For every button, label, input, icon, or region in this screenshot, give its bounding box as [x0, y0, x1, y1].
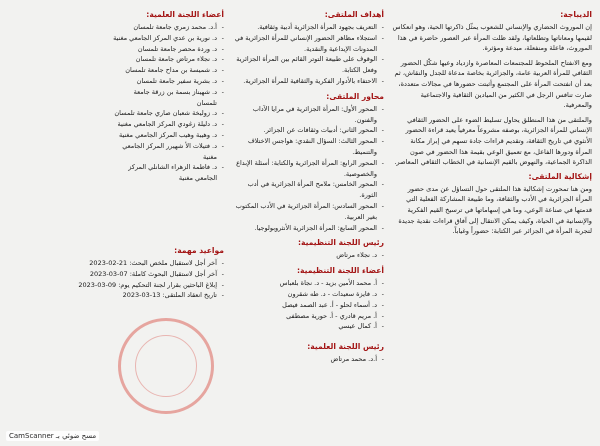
list-item: - المحور السابع: المرأة الجزائرية الأنثروبولوجيا.: [232, 223, 384, 234]
preamble-paragraph: ومع الانفتاح الملحوظ للمجتمعات المعاصرة وازدياد وعيها شكّل الحضور الثقافي للمرأة العربية عامة، والجزائرية بخاصة مدعاة للجدل والنقاش، ثم بعد أن انفتحت المرأة على المجتمع وأثبتت حضورها في مجالات متعددة، صارت تنافس الرجل في الكثير من الميادين الثقافية والاجتماعية والمعرفية.: [394, 58, 592, 110]
list-item: - آخر أجل لاستقبال البحوث كاملة: 07-03-2023: [10, 269, 224, 280]
list-item: - المحور الخامس: ملامح المرأة الجزائرية في أدب الثورة.: [232, 179, 384, 201]
dates-list: [10, 258, 224, 301]
org-head-list: [232, 250, 384, 261]
preamble-paragraph: والملتقى من هذا المنطلق يحاول تسليط الضوء على الحضور الثقافي الإنساني للمرأة الجزائرية، بوصفه مشروعاً معرفياً يعيد قراءة الحضور الأنثوي في تاريخ الثقافة، وتقديم قراءات جادة تسهم في إبراز مكانة المرأة ودورها الفاعل، مع تعميق الوعي بقيمة هذا الحضور في صون الذاكرة الجماعية، والنهوض بالقيم الإنسانية في الخطاب الثقافي المعاصر.: [394, 115, 592, 167]
list-item: - المحور السادس: المرأة الجزائرية في الأدب المكتوب بغير العربية.: [232, 201, 384, 223]
problem-paragraph: ومن هنا تمحورت إشكالية هذا الملتقى حول التساؤل عن مدى حضور المرأة الجزائرية في الأدب والثقافة، وما طبيعة المشاركة الفعلية التي قدمتها في صناعة الوعي، وما هي إسهاماتها في ترسيخ القيم الفكرية والإنسانية في الحياة، وكيف يمكن الانتقال إلى آفاق قراءات نقدية جديدة لتجربة المرأة في الجزائر عبر الكتابة: حضوراً وغياباً.: [398, 184, 592, 236]
axes-title: محاور الملتقى:: [326, 91, 384, 101]
list-item: - د. أسماء لحلو - أ. عبد الصمد فيصل: [232, 300, 384, 311]
list-item: - آخر أجل لاستقبال ملخص البحث: 21-02-2023: [10, 258, 224, 269]
list-item: - د. بشرية سفير جامعة تلمسان: [112, 76, 224, 87]
list-item: - د. فاطمة الزهراء الشانلي المركز الجامعي مغنية: [112, 162, 224, 184]
list-item: - إبلاغ الباحثين بقرار لجنة التحكيم يوم: 09-03-2023: [10, 280, 224, 291]
list-item: - تاريخ انعقاد الملتقى: 13-03-2023: [10, 290, 224, 301]
list-item: - أ. محمد الأمين بزيد - د. نجاة بلعباس: [232, 278, 384, 289]
list-item: - الاحتفاء بالأدوار الفكرية والثقافية للمرأة الجزائرية.: [232, 76, 384, 87]
list-item: - التعريف بجهود المرأة الجزائرية أدبية وثقافية.: [232, 22, 384, 33]
scanner-watermark: CamScanner مسح ضوئي بـ: [6, 431, 99, 441]
list-item: - د. دليلة زغودي المركز الجامعي مغنية: [112, 119, 224, 130]
list-item: - المحور الثالث: السؤال النقدي: هواجس الاختلاف والتنميط.: [232, 136, 384, 158]
dates-column: [10, 246, 224, 306]
list-item: - أ.د. محمد زمري جامعة تلمسان: [112, 22, 224, 33]
list-item: - المحور الثاني: أدبيات وثقافات عن الجزائر.: [232, 125, 384, 136]
axes-list: [232, 104, 384, 234]
list-item: - المحور الرابع: المرأة الجزائرية والكتابة: أسئلة الإبداع والخصوصية.: [232, 158, 384, 180]
list-item: - د. نجلاء مرتاض: [232, 250, 384, 261]
problem-title: إشكالية الملتقى:: [528, 171, 592, 181]
org-members-list: [232, 278, 384, 332]
official-stamp: [118, 318, 214, 414]
left-column: [112, 10, 224, 189]
middle-column: [232, 10, 384, 370]
list-item: - د. فتيلات الأ شهيرر المركز الجامعي مغنية: [112, 141, 224, 163]
list-item: - استجلاء مظاهر الحضور الإنساني للمرأة الجزائرية في المدونات الإبداعية والنقدية.: [232, 33, 384, 55]
official-stamp-inner: [135, 335, 197, 397]
dates-title: مواعيد مهمة:: [174, 246, 224, 255]
sci-head-title: رئيس اللجنة العلمية:: [307, 342, 384, 352]
list-item: - المحور الأول: المرأة الجزائرية في مرايا الآداب والفنون.: [232, 104, 384, 126]
list-item: - د. شميسة بن مداح جامعة تلمسان: [112, 65, 224, 76]
goals-list: [232, 22, 384, 87]
list-item: - د. وهيبة وهيب المركز الجامعي مغنية: [112, 130, 224, 141]
list-item: - د. زوليخة شعبان صاري جامعة تلمسان: [112, 108, 224, 119]
list-item: - د. فايزة سعيدات - د. طه شقرون: [232, 289, 384, 300]
list-item: - د. نورية بن عدي المركز الجامعي مغنية: [112, 33, 224, 44]
right-column: [392, 10, 592, 241]
sci-members-title: أعضاء اللجنة العلمية:: [146, 10, 224, 19]
preamble-title: الديباجة:: [560, 10, 592, 19]
sci-members-list: [112, 22, 224, 184]
goals-title: أهداف الملتقى:: [324, 10, 384, 19]
list-item: - الوقوف على طبيعة التوتر القائم بين المرأة الجزائرية وفعل الكتابة.: [232, 54, 384, 76]
list-item: - أ. كمال عيسي: [232, 321, 384, 332]
preamble-paragraph: إن الموروث الحضاري والإنساني للشعوب يمثّل ذاكرتها الحية، وهو انعكاس لقيمها ومعاناتها وتطلعاتها، ولقد ظلت المرأة عبر العصور حاضرة في هذا الموروث، فاعلة ومنفعلة، مبدعة ومؤثرة.: [392, 23, 592, 53]
list-item: - د. نجلاء مرتاض جامعة تلمسان: [112, 54, 224, 65]
list-item: - د. شهيناز بسمة بن زرقة جامعة تلمسان: [112, 87, 224, 109]
list-item: - أ. مريم قادري - أ. حورية مصطفى: [232, 311, 384, 322]
list-item: - أ.د. محمد مرتاض: [232, 354, 384, 365]
list-item: - د. وردة محصر جامعة تلمسان: [112, 44, 224, 55]
org-members-title: أعضاء اللجنة التنظيمية:: [296, 266, 384, 276]
sci-head-list: [232, 354, 384, 365]
org-head-title: رئيس اللجنة التنظيمية:: [297, 238, 384, 248]
